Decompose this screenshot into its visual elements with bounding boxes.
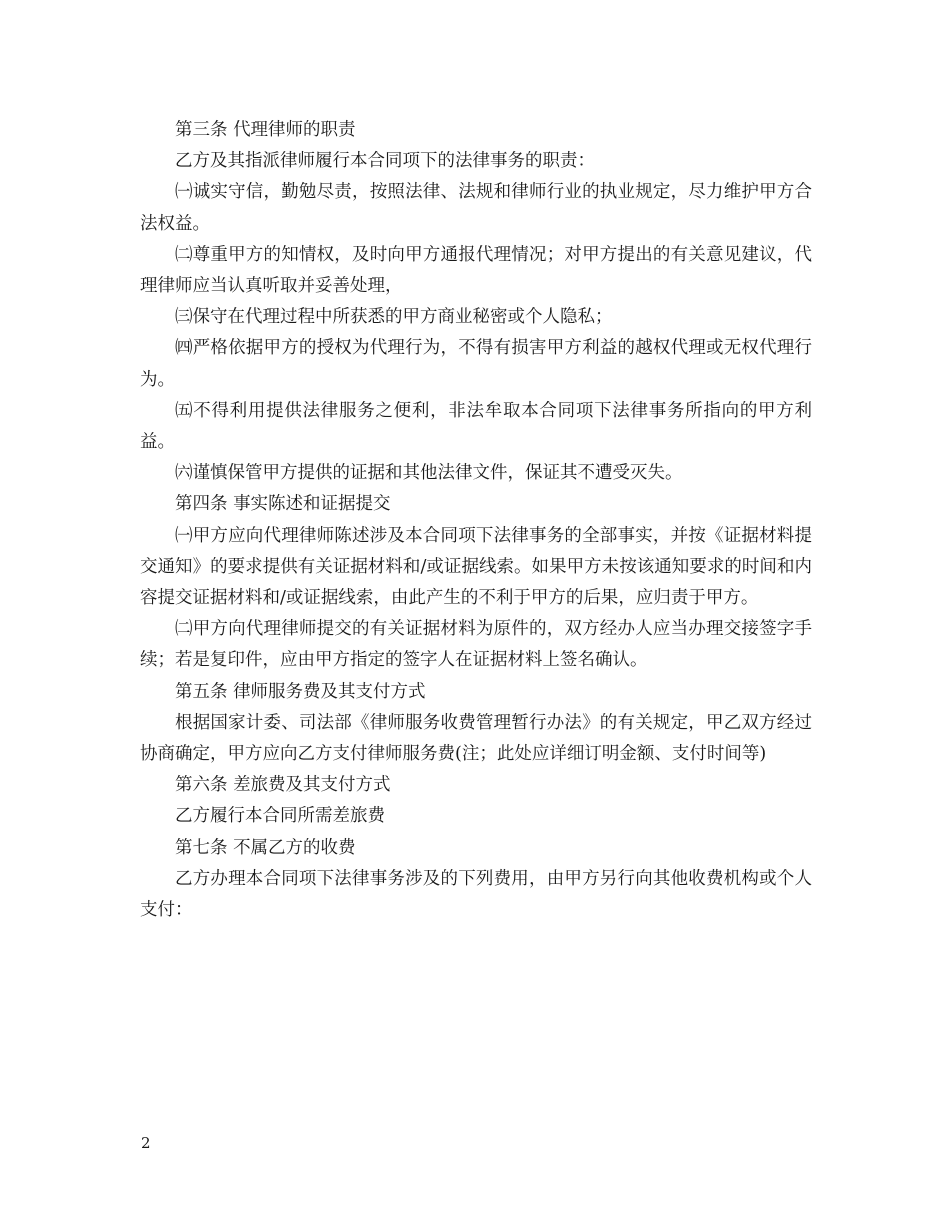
list-item: ㈢保守在代理过程中所获悉的甲方商业秘密或个人隐私； <box>175 307 613 328</box>
paragraph: 根据国家计委、司法部《律师服务收费管理暂行办法》的有关规定，甲乙双方经过协商确定，甲方应向乙方支付律师服务费(注；此处应详细订明金额、支付时间等) <box>140 712 812 765</box>
paragraph: 乙方及其指派律师履行本合同项下的法律事务的职责： <box>175 151 595 172</box>
list-item: ㈤不得利用提供法律服务之便利，非法牟取本合同项下法律事务所指向的甲方利益。 <box>140 400 812 453</box>
list-item: ㈠甲方应向代理律师陈述涉及本合同项下法律事务的全部事实，并按《证据材料提交通知》的要求提供有关证据材料和/或证据线索。如果甲方未按该通知要求的时间和内容提交证据材料和/或证据线索，由此产生的不利于甲方的后果，应归责于甲方。 <box>140 525 812 609</box>
list-item: ㈣严格依据甲方的授权为代理行为，不得有损害甲方利益的越权代理或无权代理行为。 <box>140 338 812 390</box>
section-heading-article-6: 第六条 差旅费及其支付方式 <box>175 775 391 796</box>
list-item: ㈡甲方向代理律师提交的有关证据材料为原件的，双方经办人应当办理交接签字手续；若是复印件，应由甲方指定的签字人在证据材料上签名确认。 <box>140 619 812 671</box>
page-number: 2 <box>141 1134 151 1152</box>
section-heading-article-7: 第七条 不属乙方的收费 <box>175 837 356 858</box>
document-body <box>140 115 812 926</box>
list-item: ㈠诚实守信，勤勉尽责，按照法律、法规和律师行业的执业规定，尽力维护甲方合法权益。 <box>140 182 812 234</box>
section-heading-article-4: 第四条 事实陈述和证据提交 <box>175 494 391 515</box>
section-heading-article-3: 第三条 代理律师的职责 <box>175 120 356 140</box>
paragraph: 乙方办理本合同项下法律事务涉及的下列费用，由甲方另行向其他收费机构或个人支付： <box>140 868 812 921</box>
section-heading-article-5: 第五条 律师服务费及其支付方式 <box>175 681 426 702</box>
list-item: ㈡尊重甲方的知情权，及时向甲方通报代理情况；对甲方提出的有关意见建议，代理律师应当认真听取并妥善处理， <box>140 244 812 297</box>
paragraph: 乙方履行本合同所需差旅费 <box>175 806 385 827</box>
list-item: ㈥谨慎保管甲方提供的证据和其他法律文件，保证其不遭受灭失。 <box>175 463 683 484</box>
